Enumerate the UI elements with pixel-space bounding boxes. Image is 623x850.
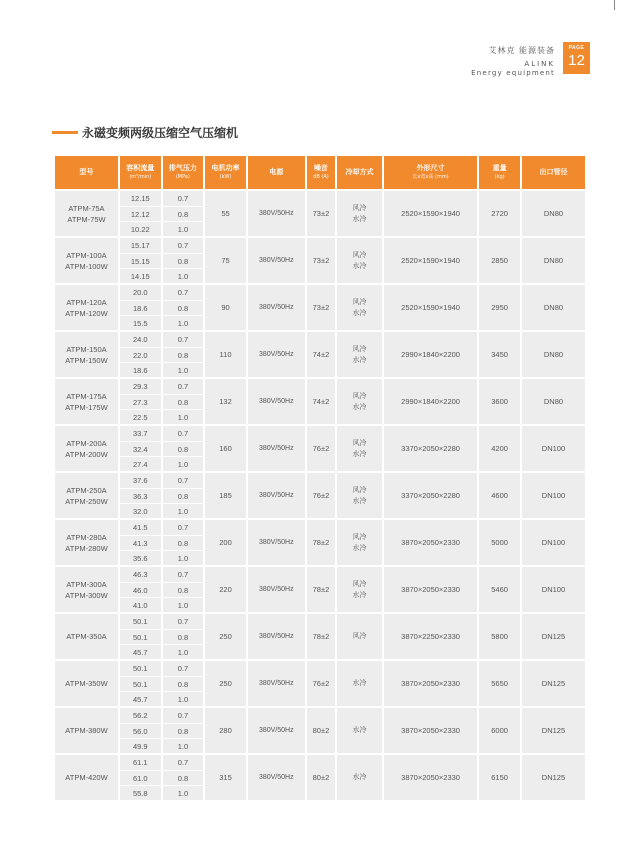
cell-pressure-value: 0.8	[163, 535, 204, 550]
cell-power: 380V/50Hz	[248, 614, 305, 659]
cell-flow-value: 12.12	[120, 206, 161, 221]
cell-outlet: DN80	[522, 285, 585, 330]
cell-flow-value: 32.4	[120, 441, 161, 456]
cell-cooling-line: 水冷	[352, 214, 367, 223]
cell-flow-value: 50.1	[132, 617, 148, 626]
cell-pressure	[163, 426, 204, 471]
cell-flow	[120, 473, 161, 518]
title-accent-bar	[52, 131, 78, 134]
cell-pressure-value: 0.8	[163, 629, 204, 644]
cell-flow	[120, 238, 161, 283]
cell-power: 380V/50Hz	[248, 755, 305, 800]
cell-cooling	[337, 285, 382, 330]
cell-pressure	[163, 191, 204, 236]
cell-power: 380V/50Hz	[248, 191, 305, 236]
cell-pressure-value: 0.8	[163, 347, 204, 362]
cell-flow-value: 56.2	[132, 711, 148, 720]
cell-flow	[120, 426, 161, 471]
cell-cooling-line: 风冷	[352, 632, 367, 640]
cell-cooling	[337, 661, 382, 706]
cell-model-line: ATPM-280W	[65, 543, 108, 553]
cell-noise: 80±2	[307, 755, 335, 800]
cell-model-line: ATPM-200W	[65, 449, 108, 459]
cell-motor: 250	[205, 614, 246, 659]
cell-flow	[120, 285, 161, 330]
cell-cooling-line: 水冷	[352, 355, 367, 364]
cell-model	[55, 661, 118, 706]
header-pressure: 排气压力 (MPa)	[163, 156, 204, 189]
cell-model-line: ATPM-300W	[65, 590, 108, 600]
cell-flow-value: 41.5	[132, 523, 148, 532]
cell-flow-value: 56.0	[120, 723, 161, 738]
cell-motor: 220	[205, 567, 246, 612]
cell-noise: 76±2	[307, 473, 335, 518]
cell-pressure-value: 0.8	[163, 394, 204, 409]
cell-cooling-line: 水冷	[352, 402, 367, 411]
cell-pressure	[163, 708, 204, 753]
cell-pressure-value: 0.8	[163, 253, 204, 268]
cell-model	[55, 426, 118, 471]
cell-pressure-value: 0.7	[177, 382, 189, 391]
table-body	[55, 191, 585, 800]
cell-weight: 3450	[479, 332, 520, 377]
cell-model-line: ATPM-120W	[65, 308, 108, 318]
cell-pressure-value: 1.0	[163, 691, 204, 706]
cell-power: 380V/50Hz	[248, 661, 305, 706]
cell-dimensions: 3870×2050×2330	[384, 708, 477, 753]
cell-cooling-line: 风冷	[352, 532, 367, 541]
cell-pressure	[163, 473, 204, 518]
cell-flow-value: 20.0	[132, 288, 148, 297]
cell-dimensions: 3870×2250×2330	[384, 614, 477, 659]
cell-pressure	[163, 661, 204, 706]
cell-pressure-value: 1.0	[163, 738, 204, 753]
cell-cooling-line: 水冷	[352, 773, 367, 781]
cell-pressure-value: 0.8	[163, 676, 204, 691]
cell-cooling	[337, 755, 382, 800]
cell-power: 380V/50Hz	[248, 332, 305, 377]
cell-pressure-value: 1.0	[163, 221, 204, 236]
cell-flow-value: 50.1	[132, 664, 148, 673]
cell-noise: 74±2	[307, 332, 335, 377]
cell-cooling	[337, 567, 382, 612]
cell-cooling-line: 水冷	[352, 726, 367, 734]
cell-flow-value: 33.7	[132, 429, 148, 438]
cell-noise: 74±2	[307, 379, 335, 424]
cell-flow-value: 27.3	[120, 394, 161, 409]
cell-cooling-line: 水冷	[352, 543, 367, 552]
cell-flow	[120, 614, 161, 659]
header-weight: 重量 (kg)	[479, 156, 520, 189]
cell-cooling-line: 风冷	[352, 203, 367, 212]
cell-flow-value: 41.3	[120, 535, 161, 550]
cell-motor: 110	[205, 332, 246, 377]
cell-cooling-line: 风冷	[352, 344, 367, 353]
cell-weight: 2950	[479, 285, 520, 330]
cell-model-line: ATPM-150W	[65, 355, 108, 365]
cell-pressure-value: 1.0	[163, 268, 204, 283]
cell-noise: 76±2	[307, 426, 335, 471]
cell-dimensions: 3870×2050×2330	[384, 567, 477, 612]
cell-cooling-line: 水冷	[352, 261, 367, 270]
cell-motor: 315	[205, 755, 246, 800]
cell-model-line: ATPM-120A	[66, 297, 107, 307]
cell-pressure-value: 0.7	[177, 194, 189, 203]
cell-pressure-value: 0.7	[177, 288, 189, 297]
cell-model-line: ATPM-250W	[65, 496, 108, 506]
page-number: 12	[568, 52, 585, 69]
cell-flow-value: 15.15	[120, 253, 161, 268]
cell-motor: 160	[205, 426, 246, 471]
cell-dimensions: 2990×1840×2200	[384, 379, 477, 424]
cell-model-line: ATPM-75W	[67, 214, 106, 224]
cell-cooling-line: 水冷	[352, 590, 367, 599]
cell-flow	[120, 567, 161, 612]
cell-model-line: ATPM-350W	[65, 679, 108, 688]
cell-flow	[120, 379, 161, 424]
cell-pressure-value: 0.7	[177, 335, 189, 344]
brand-block	[471, 46, 555, 78]
cell-pressure	[163, 567, 204, 612]
cell-flow-value: 12.15	[130, 194, 150, 203]
cell-flow-value: 27.4	[120, 456, 161, 471]
cell-dimensions: 2520×1590×1940	[384, 285, 477, 330]
cell-pressure-value: 0.7	[177, 429, 189, 438]
cell-pressure-value: 1.0	[163, 362, 204, 377]
cell-dimensions: 3370×2050×2280	[384, 426, 477, 471]
table-row	[55, 426, 585, 471]
cell-dimensions: 2520×1590×1940	[384, 191, 477, 236]
cell-flow-value: 61.0	[120, 770, 161, 785]
cell-noise: 73±2	[307, 191, 335, 236]
page-number-badge	[563, 42, 590, 74]
cell-outlet: DN100	[522, 520, 585, 565]
cell-model	[55, 473, 118, 518]
cell-pressure-value: 0.8	[163, 441, 204, 456]
cell-flow-value: 46.3	[132, 570, 148, 579]
cell-pressure-value: 0.7	[177, 523, 189, 532]
header-power: 电源	[248, 156, 305, 189]
cell-flow-value: 41.0	[120, 597, 161, 612]
cell-outlet: DN125	[522, 755, 585, 800]
cell-motor: 250	[205, 661, 246, 706]
cell-cooling	[337, 708, 382, 753]
table-row	[55, 614, 585, 659]
cell-flow-value: 50.1	[120, 676, 161, 691]
cell-flow-value: 15.17	[130, 241, 150, 250]
cell-power: 380V/50Hz	[248, 708, 305, 753]
cell-cooling-line: 风冷	[352, 391, 367, 400]
cell-pressure-value: 0.8	[163, 723, 204, 738]
cell-pressure-value: 1.0	[163, 503, 204, 518]
cell-flow-value: 32.0	[120, 503, 161, 518]
cell-cooling	[337, 473, 382, 518]
cell-model-line: ATPM-250A	[66, 485, 107, 495]
cell-cooling-line: 水冷	[352, 449, 367, 458]
cell-dimensions: 3870×2050×2330	[384, 520, 477, 565]
cell-model-line: ATPM-100W	[65, 261, 108, 271]
page-label: PAGE	[568, 45, 585, 51]
table-header-row	[55, 156, 585, 189]
cell-flow-value: 18.6	[120, 362, 161, 377]
brand-name-cn: 艾林克 能源装备	[488, 46, 555, 55]
cell-power: 380V/50Hz	[248, 520, 305, 565]
section-title	[52, 124, 238, 141]
cell-pressure-value: 0.7	[177, 617, 189, 626]
cell-motor: 280	[205, 708, 246, 753]
cell-cooling	[337, 426, 382, 471]
cell-flow	[120, 755, 161, 800]
cell-outlet: DN100	[522, 567, 585, 612]
cell-pressure-value: 0.7	[177, 664, 189, 673]
header-motor: 电机功率 (kW)	[205, 156, 246, 189]
cell-flow-value: 45.7	[120, 691, 161, 706]
cell-model	[55, 285, 118, 330]
cell-model-line: ATPM-175W	[65, 402, 108, 412]
cell-noise: 80±2	[307, 708, 335, 753]
cell-power: 380V/50Hz	[248, 238, 305, 283]
cell-flow	[120, 708, 161, 753]
cell-weight: 5650	[479, 661, 520, 706]
cell-pressure-value: 1.0	[163, 409, 204, 424]
cell-noise: 76±2	[307, 661, 335, 706]
cell-pressure-value: 1.0	[163, 785, 204, 800]
cell-outlet: DN100	[522, 426, 585, 471]
cell-weight: 3600	[479, 379, 520, 424]
cell-dimensions: 3870×2050×2330	[384, 661, 477, 706]
header-flow: 容积流量 (m³/min)	[120, 156, 161, 189]
cell-pressure-value: 0.7	[177, 241, 189, 250]
cell-model-line: ATPM-280A	[66, 532, 107, 542]
cell-model	[55, 520, 118, 565]
table-row	[55, 567, 585, 612]
cell-flow-value: 36.3	[120, 488, 161, 503]
cell-noise: 78±2	[307, 614, 335, 659]
cell-model-line: ATPM-75A	[68, 203, 105, 213]
cell-dimensions: 3870×2050×2330	[384, 755, 477, 800]
table-row	[55, 285, 585, 330]
cell-flow-value: 35.6	[120, 550, 161, 565]
header-outlet: 出口管径	[522, 156, 585, 189]
cell-weight: 5460	[479, 567, 520, 612]
cell-model	[55, 332, 118, 377]
cell-noise: 73±2	[307, 238, 335, 283]
cell-cooling	[337, 191, 382, 236]
brand-tagline: Energy equipment	[471, 69, 555, 77]
cell-motor: 132	[205, 379, 246, 424]
cell-outlet: DN125	[522, 708, 585, 753]
cell-pressure-value: 0.8	[163, 206, 204, 221]
cell-weight: 6000	[479, 708, 520, 753]
cell-flow-value: 10.22	[120, 221, 161, 236]
cell-pressure-value: 0.7	[177, 758, 189, 767]
table-row	[55, 661, 585, 706]
cell-model-line: ATPM-420W	[65, 773, 108, 782]
cell-weight: 2720	[479, 191, 520, 236]
cell-cooling	[337, 379, 382, 424]
cell-weight: 2850	[479, 238, 520, 283]
cell-noise: 73±2	[307, 285, 335, 330]
cell-model	[55, 567, 118, 612]
cell-pressure	[163, 755, 204, 800]
cell-dimensions: 2990×1840×2200	[384, 332, 477, 377]
cell-flow-value: 22.5	[120, 409, 161, 424]
cell-cooling-line: 水冷	[352, 308, 367, 317]
cell-model-line: ATPM-100A	[66, 250, 107, 260]
cell-weight: 4200	[479, 426, 520, 471]
cell-weight: 6150	[479, 755, 520, 800]
brand-name-en: ALINK	[524, 60, 555, 68]
cell-flow-value: 14.15	[120, 268, 161, 283]
table-row	[55, 332, 585, 377]
cell-outlet: DN80	[522, 332, 585, 377]
cell-cooling	[337, 238, 382, 283]
cell-flow	[120, 332, 161, 377]
cell-flow	[120, 191, 161, 236]
cell-dimensions: 3370×2050×2280	[384, 473, 477, 518]
cell-power: 380V/50Hz	[248, 567, 305, 612]
cell-pressure-value: 1.0	[163, 597, 204, 612]
cell-motor: 185	[205, 473, 246, 518]
cell-model-line: ATPM-380W	[65, 726, 108, 735]
cell-motor: 55	[205, 191, 246, 236]
cell-motor: 75	[205, 238, 246, 283]
cell-flow-value: 49.9	[120, 738, 161, 753]
spec-table	[53, 154, 587, 802]
cell-power: 380V/50Hz	[248, 426, 305, 471]
cell-power: 380V/50Hz	[248, 379, 305, 424]
cell-cooling	[337, 332, 382, 377]
table-row	[55, 520, 585, 565]
cell-outlet: DN80	[522, 379, 585, 424]
cell-model	[55, 614, 118, 659]
cell-pressure	[163, 520, 204, 565]
cell-power: 380V/50Hz	[248, 285, 305, 330]
cell-pressure-value: 0.7	[177, 711, 189, 720]
cell-pressure-value: 0.8	[163, 770, 204, 785]
cell-flow	[120, 661, 161, 706]
cell-pressure-value: 1.0	[163, 550, 204, 565]
cell-model-line: ATPM-150A	[66, 344, 107, 354]
cell-outlet: DN125	[522, 614, 585, 659]
cell-motor: 90	[205, 285, 246, 330]
cell-pressure-value: 1.0	[163, 644, 204, 659]
cell-flow-value: 46.0	[120, 582, 161, 597]
cell-model-line: ATPM-300A	[66, 579, 107, 589]
cell-weight: 5800	[479, 614, 520, 659]
cell-flow-value: 45.7	[120, 644, 161, 659]
cell-model-line: ATPM-175A	[66, 391, 107, 401]
cell-flow-value: 50.1	[120, 629, 161, 644]
cell-pressure-value: 0.8	[163, 582, 204, 597]
cell-pressure-value: 0.7	[177, 570, 189, 579]
cell-pressure	[163, 238, 204, 283]
cell-cooling-line: 水冷	[352, 679, 367, 687]
cell-motor: 200	[205, 520, 246, 565]
cell-model	[55, 379, 118, 424]
cell-flow-value: 18.6	[120, 300, 161, 315]
cell-outlet: DN100	[522, 473, 585, 518]
cell-pressure-value: 1.0	[163, 315, 204, 330]
cell-model-line: ATPM-200A	[66, 438, 107, 448]
cell-noise: 78±2	[307, 567, 335, 612]
table-row	[55, 708, 585, 753]
cell-pressure	[163, 379, 204, 424]
cell-outlet: DN80	[522, 191, 585, 236]
cell-model-line: ATPM-350A	[66, 632, 107, 641]
cell-cooling-line: 水冷	[352, 496, 367, 505]
header-dimensions: 外形尺寸 长x宽x高 (mm)	[384, 156, 477, 189]
cell-model	[55, 238, 118, 283]
cell-model	[55, 708, 118, 753]
cell-outlet: DN80	[522, 238, 585, 283]
cell-outlet: DN125	[522, 661, 585, 706]
header-model: 型号	[55, 156, 118, 189]
header-cooling: 冷却方式	[337, 156, 382, 189]
cell-flow-value: 37.6	[132, 476, 148, 485]
section-title-text: 永磁变频两级压缩空气压缩机	[82, 126, 239, 140]
table-row	[55, 238, 585, 283]
cell-cooling-line: 风冷	[352, 250, 367, 259]
table-row	[55, 379, 585, 424]
cell-pressure-value: 0.7	[177, 476, 189, 485]
cell-dimensions: 2520×1590×1940	[384, 238, 477, 283]
table-row	[55, 755, 585, 800]
cell-pressure	[163, 614, 204, 659]
cell-pressure	[163, 285, 204, 330]
cell-cooling	[337, 520, 382, 565]
cell-flow-value: 55.8	[120, 785, 161, 800]
cell-pressure	[163, 332, 204, 377]
cell-flow-value: 29.3	[132, 382, 148, 391]
cell-flow-value: 24.0	[132, 335, 148, 344]
table-row	[55, 473, 585, 518]
cell-pressure-value: 0.8	[163, 488, 204, 503]
cell-flow-value: 61.1	[132, 758, 148, 767]
cell-weight: 5000	[479, 520, 520, 565]
cell-cooling	[337, 614, 382, 659]
cell-cooling-line: 风冷	[352, 438, 367, 447]
cell-weight: 4600	[479, 473, 520, 518]
cell-pressure-value: 1.0	[163, 456, 204, 471]
cell-model	[55, 191, 118, 236]
header-noise: 噪音 dB (A)	[307, 156, 335, 189]
cell-flow	[120, 520, 161, 565]
cell-flow-value: 22.0	[120, 347, 161, 362]
cell-power: 380V/50Hz	[248, 473, 305, 518]
cell-noise: 78±2	[307, 520, 335, 565]
cell-flow-value: 15.5	[120, 315, 161, 330]
cell-model	[55, 755, 118, 800]
cell-cooling-line: 风冷	[352, 579, 367, 588]
cell-cooling-line: 风冷	[352, 485, 367, 494]
crop-mark	[614, 0, 615, 10]
table-row	[55, 191, 585, 236]
cell-pressure-value: 0.8	[163, 300, 204, 315]
cell-cooling-line: 风冷	[352, 297, 367, 306]
